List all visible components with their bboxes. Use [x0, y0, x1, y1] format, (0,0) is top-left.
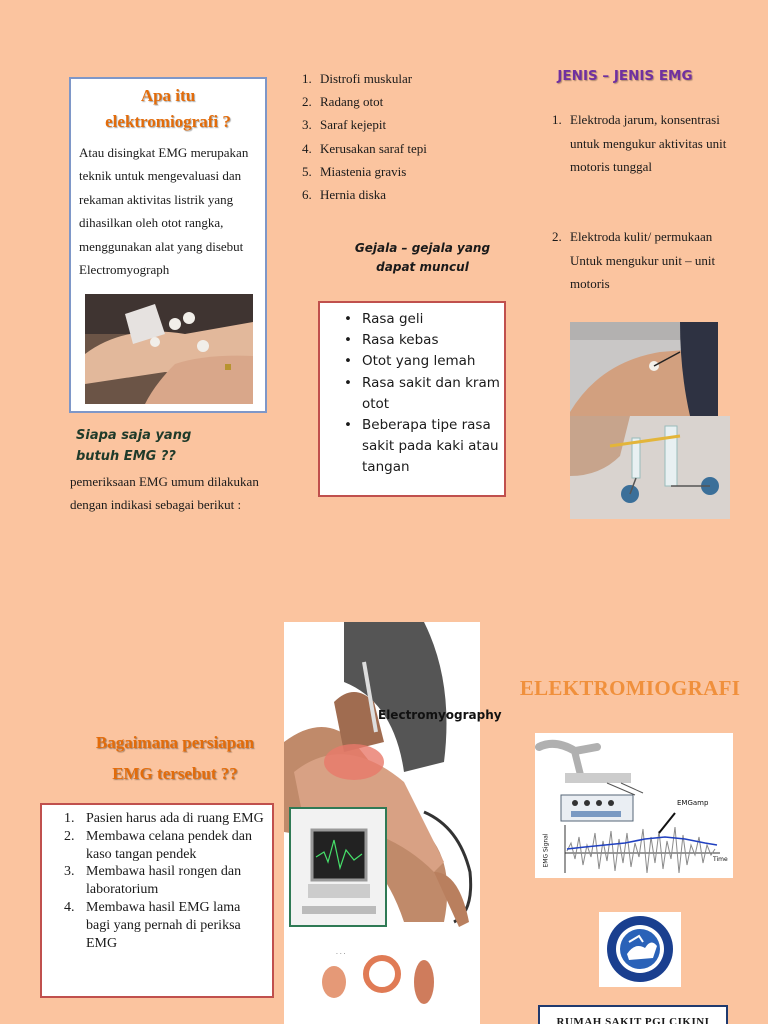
jenis-item-2-main [552, 225, 742, 249]
emg-signal-figure [535, 733, 733, 878]
siapa-body: pemeriksaan EMG umum dilakukan dengan indikasi sebagai berikut : [70, 474, 259, 512]
list-number: 1. [302, 71, 312, 86]
list-text: Membawa celana pendek dan kaso tangan pendek [86, 828, 252, 862]
hospital-name-box [538, 1005, 728, 1024]
list-number: 2. [552, 229, 562, 244]
list-text: Miastenia gravis [320, 163, 407, 179]
bullet: • [344, 417, 352, 434]
list-item [320, 373, 504, 415]
electrode-hand-photo [85, 294, 253, 404]
list-number: 6. [302, 187, 312, 203]
electromyography-figure [284, 622, 502, 1024]
list-number: 5. [302, 163, 312, 179]
list-item [302, 90, 502, 113]
list-text: Rasa geli [362, 311, 424, 327]
list-text: Rasa kebas [362, 332, 439, 349]
gejala-heading-line1: Gejala – gejala yang [354, 241, 491, 255]
symptom-list [320, 309, 504, 479]
list-item [64, 863, 264, 899]
list-text: Pasien harus ada di ruang EMG [86, 811, 264, 826]
list-text: Saraf kejepit [320, 117, 387, 133]
list-number: 2. [64, 828, 75, 844]
list-number: 4. [64, 899, 75, 915]
siapa-heading-line1: Siapa saja yang [76, 428, 192, 443]
list-text: Beberapa tipe rasa sakit pada kaki atau tangan [362, 417, 499, 476]
bullet: • [344, 353, 352, 370]
list-item [302, 160, 502, 183]
brand-title: ELEKTROMIOGRAFI [519, 676, 741, 700]
svg-text:· · ·: · · · [336, 951, 346, 958]
siapa-heading [76, 425, 266, 467]
list-item [302, 183, 502, 206]
list-text: Rasa sakit dan kram otot [362, 374, 500, 412]
preparation-list [64, 810, 264, 952]
hospital-name: RUMAH SAKIT PGI CIKINI [556, 1016, 710, 1024]
apa-itu-title [71, 83, 265, 135]
list-subtext: Untuk mengukur unit – unit motoris [570, 252, 716, 291]
apa-itu-box [69, 77, 267, 413]
list-item [320, 330, 504, 351]
list-item [302, 67, 502, 90]
list-number: 4. [302, 140, 312, 156]
list-item [320, 309, 504, 330]
persiapan-heading-line1: Bagaimana persiapan [95, 733, 255, 752]
bullet: • [344, 311, 352, 327]
indication-list [302, 67, 502, 206]
apa-itu-title-line1: Apa itu [140, 86, 196, 105]
list-number: 3. [64, 864, 75, 880]
list-item [320, 351, 504, 372]
list-text: Membawa hasil rongen dan laboratorium [86, 864, 242, 898]
graph-x-label: Time [713, 856, 728, 863]
list-item [302, 113, 502, 136]
graph-amp-label: EMGamp [677, 799, 709, 807]
gejala-heading-line2: dapat muncul [376, 260, 469, 274]
bullet: • [344, 374, 352, 391]
list-text: Otot yang lemah [362, 353, 476, 370]
apa-itu-body: Atau disingkat EMG merupakan teknik untuk mengevaluasi dan rekaman aktivitas listrik yang dihasilkan oleh otot rangka, menggunakan alat yang disebut Electromyograph [79, 145, 249, 278]
figure-label: Electromyography [378, 708, 502, 722]
surface-electrode-photo [570, 322, 718, 416]
hospital-logo [599, 912, 681, 987]
graph-y-label: EMG Signal [542, 833, 550, 868]
jenis-heading: JENIS – JENIS EMG [557, 68, 693, 84]
list-text: Hernia diska [320, 187, 387, 203]
list-text: Membawa hasil EMG lama bagi yang pernah di periksa EMG [86, 899, 241, 951]
persiapan-box [40, 803, 274, 998]
persiapan-heading [60, 727, 290, 789]
list-text: Radang otot [320, 94, 384, 110]
list-number: 3. [302, 117, 312, 133]
list-text: Elektroda jarum, konsentrasi untuk mengukur aktivitas unit motoris tunggal [570, 112, 727, 174]
gejala-box [318, 301, 506, 497]
bullet: • [344, 332, 352, 349]
persiapan-heading-line2: EMG tersebut ?? [112, 764, 238, 783]
siapa-heading-line2: butuh EMG ?? [76, 449, 176, 464]
list-item [64, 899, 264, 952]
list-number: 2. [302, 94, 312, 110]
list-text: Elektroda kulit/ permukaan [570, 229, 713, 244]
jenis-item-2 [552, 225, 742, 296]
apa-itu-title-line2: elektromiografi ? [105, 112, 231, 131]
list-number: 1. [64, 811, 75, 826]
list-text: Kerusakan saraf tepi [320, 140, 427, 156]
list-text: Distrofi muskular [320, 71, 413, 86]
list-item [64, 810, 264, 828]
list-item [302, 137, 502, 160]
jenis-item-1 [552, 108, 742, 179]
list-number: 1. [552, 112, 562, 127]
list-item [64, 828, 264, 864]
list-item [320, 415, 504, 479]
gejala-heading [340, 239, 505, 277]
needle-electrode-photo [570, 416, 730, 519]
